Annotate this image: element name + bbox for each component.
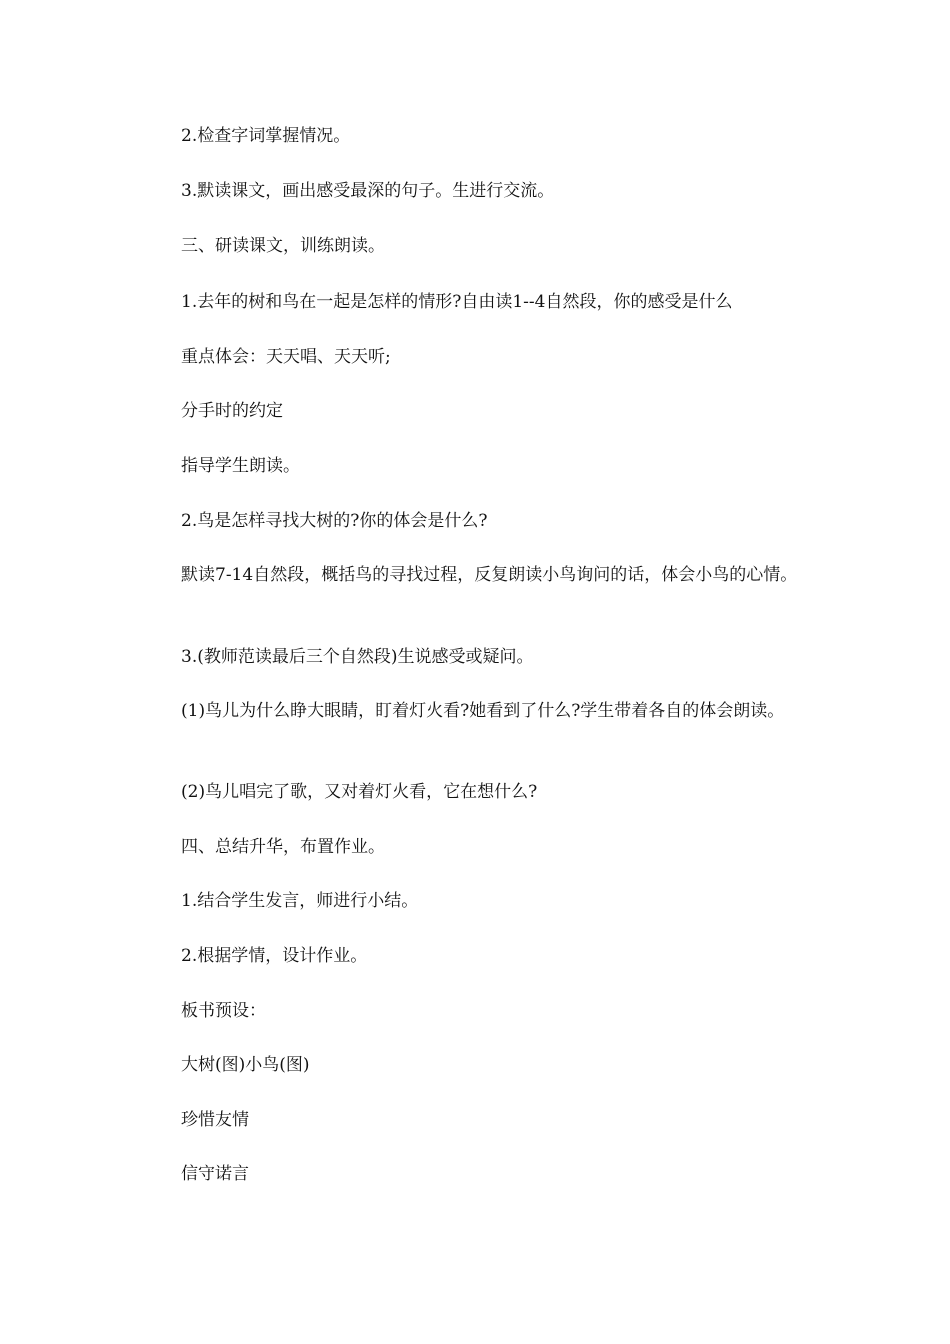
paragraph-board-plan: 板书预设： bbox=[181, 1001, 266, 1021]
paragraph-board-promise: 信守诺言 bbox=[181, 1164, 249, 1184]
paragraph-summary: 1.结合学生发言，师进行小结。 bbox=[181, 891, 419, 911]
paragraph-key-points: 重点体会：天天唱、天天听; bbox=[181, 347, 391, 367]
paragraph-subquestion-2: (2)鸟儿唱完了歌，又对着灯火看，它在想什么? bbox=[181, 782, 538, 802]
paragraph-question-1: 1.去年的树和鸟在一起是怎样的情形?自由读1--4自然段，你的感受是什么 bbox=[181, 292, 733, 312]
paragraph-guide-reading: 指导学生朗读。 bbox=[181, 456, 300, 476]
paragraph-silent-reading: 3.默读课文，画出感受最深的句子。生进行交流。 bbox=[181, 181, 555, 201]
paragraph-board-friendship: 珍惜友情 bbox=[181, 1110, 249, 1130]
paragraph-board-tree-bird: 大树(图)小鸟(图) bbox=[181, 1055, 310, 1075]
section-heading-3: 三、研读课文，训练朗读。 bbox=[181, 236, 385, 256]
paragraph-promise: 分手时的约定 bbox=[181, 401, 283, 421]
paragraph-question-2: 2.鸟是怎样寻找大树的?你的体会是什么? bbox=[181, 511, 488, 531]
section-heading-4: 四、总结升华，布置作业。 bbox=[181, 837, 385, 857]
paragraph-subquestion-1: (1)鸟儿为什么睁大眼睛，盯着灯火看?她看到了什么?学生带着各自的体会朗读。 bbox=[181, 701, 785, 721]
paragraph-homework: 2.根据学情，设计作业。 bbox=[181, 946, 368, 966]
paragraph-question-3: 3.(教师范读最后三个自然段)生说感受或疑问。 bbox=[181, 647, 534, 667]
paragraph-check-words: 2.检查字词掌握情况。 bbox=[181, 126, 351, 146]
paragraph-silent-reading-7-14: 默读7-14自然段，概括鸟的寻找过程，反复朗读小鸟询问的话，体会小鸟的心情。 bbox=[181, 565, 798, 585]
